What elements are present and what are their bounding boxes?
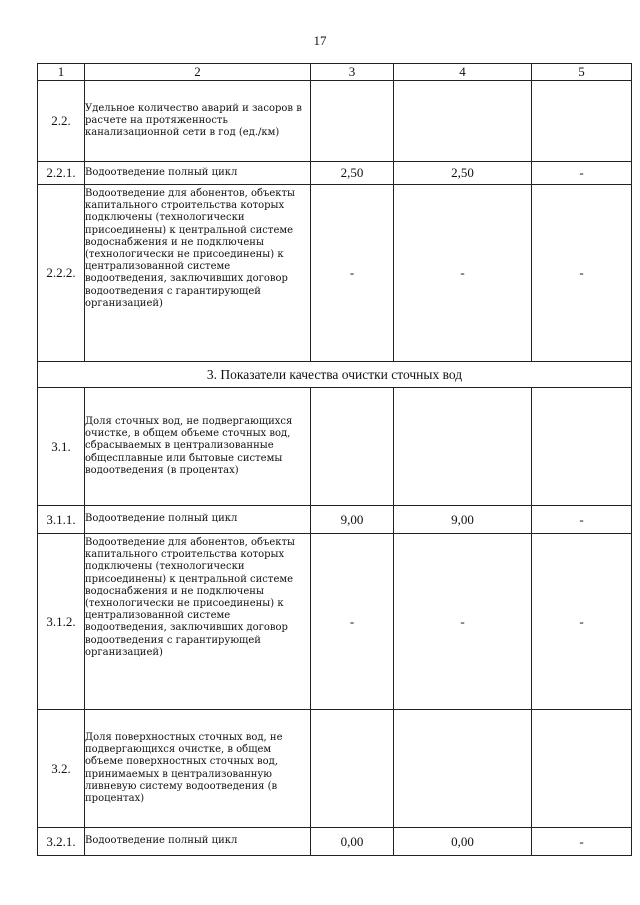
row-value-3: - [311, 534, 394, 710]
table-row [38, 185, 632, 362]
row-value-5 [532, 388, 632, 506]
row-description: Доля поверхностных сточных вод, не подвергающихся очистке, в общем объеме поверхностных сточных вод, принимаемых в централизованную ливневую систему водоотведения (в процентах) [85, 710, 311, 828]
row-number: 3.2.1. [38, 828, 85, 856]
row-value-4: - [394, 534, 532, 710]
row-value-3: - [311, 185, 394, 362]
page-number: 17 [313, 33, 327, 48]
table-row [38, 388, 632, 506]
row-number: 3.2. [38, 710, 85, 828]
row-number: 2.2.1. [38, 162, 85, 185]
table-row [38, 710, 632, 828]
row-value-3: 0,00 [311, 828, 394, 856]
row-description: Доля сточных вод, не подвергающихся очистке, в общем объеме сточных вод, сбрасываемых в централизованные общесплавные или бытовые системы водоотведения (в процентах) [85, 388, 311, 506]
column-number-row [38, 64, 632, 81]
row-number: 2.2. [38, 81, 85, 162]
row-value-4: 2,50 [394, 162, 532, 185]
row-value-5 [532, 710, 632, 828]
row-value-5: - [532, 162, 632, 185]
column-header-3: 3 [311, 64, 394, 81]
row-value-3: 9,00 [311, 506, 394, 534]
column-header-2: 2 [85, 64, 311, 81]
row-description: Водоотведение для абонентов, объекты капитального строительства которых подключены (технологически присоединены) к центральной системе водоснабжения и не подключены (технологически не присоединены) к централизованной системе водоотведения, заключивших договор водоотведения с гарантирующей организацией) [85, 185, 311, 362]
row-value-5 [532, 81, 632, 162]
row-description: Водоотведение для абонентов, объекты капитального строительства которых подключены (технологически присоединены) к центральной системе водоснабжения и не подключены (технологически не присоединены) к централизованной системе водоотведения, заключивших договор водоотведения с гарантирующей организацией) [85, 534, 311, 710]
table-row [38, 534, 632, 710]
row-number: 2.2.2. [38, 185, 85, 362]
row-value-5: - [532, 828, 632, 856]
column-header-5: 5 [532, 64, 632, 81]
indicators-table [37, 63, 632, 856]
table-row [38, 162, 632, 185]
table-row [38, 828, 632, 856]
row-value-4 [394, 81, 532, 162]
row-value-4: 0,00 [394, 828, 532, 856]
row-number: 3.1. [38, 388, 85, 506]
section-header-row [38, 362, 632, 388]
table-row [38, 81, 632, 162]
row-value-3 [311, 710, 394, 828]
row-description: Водоотведение полный цикл [85, 506, 311, 534]
row-value-5: - [532, 185, 632, 362]
row-value-4: 9,00 [394, 506, 532, 534]
row-value-4 [394, 388, 532, 506]
column-header-4: 4 [394, 64, 532, 81]
row-number: 3.1.2. [38, 534, 85, 710]
row-value-4: - [394, 185, 532, 362]
row-value-3: 2,50 [311, 162, 394, 185]
row-value-5: - [532, 534, 632, 710]
row-number: 3.1.1. [38, 506, 85, 534]
section-3-title: 3. Показатели качества очистки сточных вод [38, 362, 632, 388]
row-value-4 [394, 710, 532, 828]
column-header-1: 1 [38, 64, 85, 81]
row-value-5: - [532, 506, 632, 534]
row-description: Удельное количество аварий и засоров в расчете на протяженность канализационной сети в год (ед./км) [85, 81, 311, 162]
table-row [38, 506, 632, 534]
row-description: Водоотведение полный цикл [85, 162, 311, 185]
row-value-3 [311, 388, 394, 506]
row-value-3 [311, 81, 394, 162]
row-description: Водоотведение полный цикл [85, 828, 311, 856]
